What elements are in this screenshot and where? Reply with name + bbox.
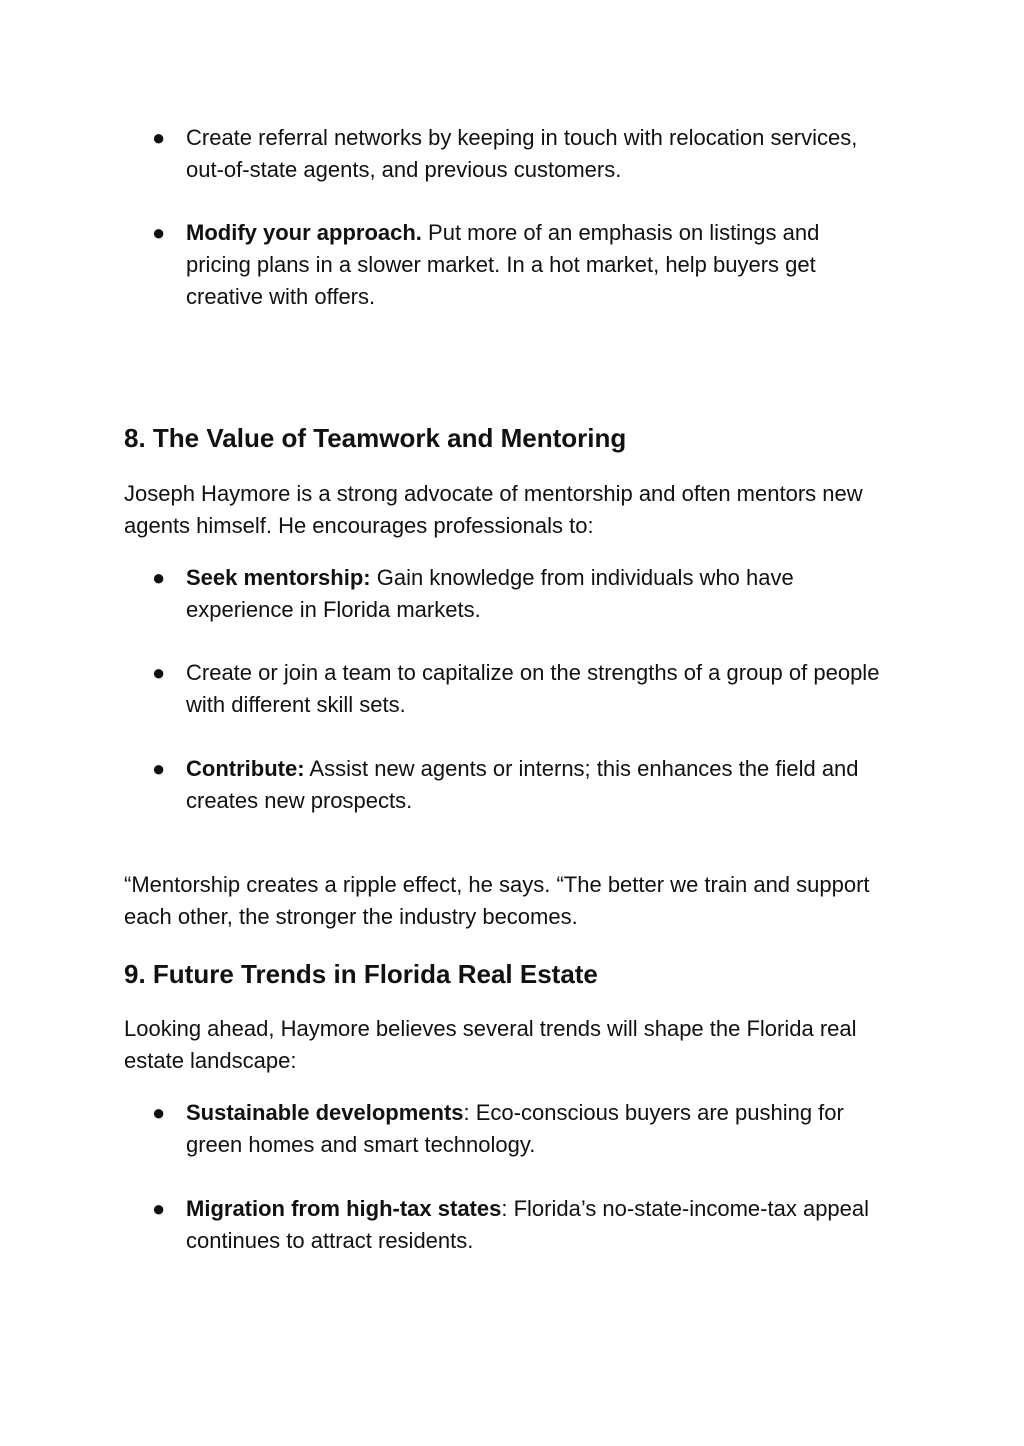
- list-item: [152, 217, 886, 313]
- bullet-icon: ●: [152, 125, 166, 150]
- list-item: [152, 1097, 886, 1161]
- bullet-icon: ●: [152, 565, 166, 590]
- list-item: [152, 122, 886, 186]
- bullet-icon: ●: [152, 1100, 166, 1125]
- list-item: [152, 753, 886, 817]
- quote-paragraph: “Mentorship creates a ripple effect, he says. “The better we train and support each other, the stronger the industry becomes.: [124, 872, 870, 929]
- list-item-bold: Modify your approach.: [186, 220, 422, 245]
- section-intro: Looking ahead, Haymore believes several trends will shape the Florida real estate landscape:: [124, 1016, 857, 1073]
- list-item: [152, 562, 886, 626]
- bullet-icon: ●: [152, 660, 166, 685]
- list-item-text: : Eco-conscious buyers are pushing for green homes and smart technology.: [186, 1100, 844, 1157]
- bullet-icon: ●: [152, 1196, 166, 1221]
- bullet-icon: ●: [152, 756, 166, 781]
- list-item-bold: Contribute:: [186, 756, 305, 781]
- list-item-text: : Florida’s no-state-income-tax appeal continues to attract residents.: [186, 1196, 870, 1253]
- list-item: [152, 1193, 886, 1257]
- section-intro: Joseph Haymore is a strong advocate of mentorship and often mentors new agents himself. He encourages professionals to:: [124, 481, 863, 538]
- section-heading: 9. Future Trends in Florida Real Estate: [124, 959, 598, 989]
- list-item-text: Create or join a team to capitalize on the strengths of a group of people with different skill sets.: [186, 660, 880, 717]
- list-item-text: Put more of an emphasis on listings and pricing plans in a slower market. In a hot market, help buyers get creative with offers.: [186, 220, 820, 309]
- list-item-text: Create referral networks by keeping in touch with relocation services, out-of-state agents, and previous customers.: [186, 125, 858, 182]
- list-item: [152, 657, 886, 721]
- section-heading: 8. The Value of Teamwork and Mentoring: [124, 423, 627, 453]
- list-item-bold: Seek mentorship:: [186, 565, 371, 590]
- list-item-bold: Migration from high-tax states: [186, 1196, 502, 1221]
- list-item-bold: Sustainable developments: [186, 1100, 464, 1125]
- bullet-icon: ●: [152, 220, 166, 245]
- list-item-text: Assist new agents or interns; this enhances the field and creates new prospects.: [186, 756, 859, 813]
- list-item-text: Gain knowledge from individuals who have experience in Florida markets.: [186, 565, 794, 622]
